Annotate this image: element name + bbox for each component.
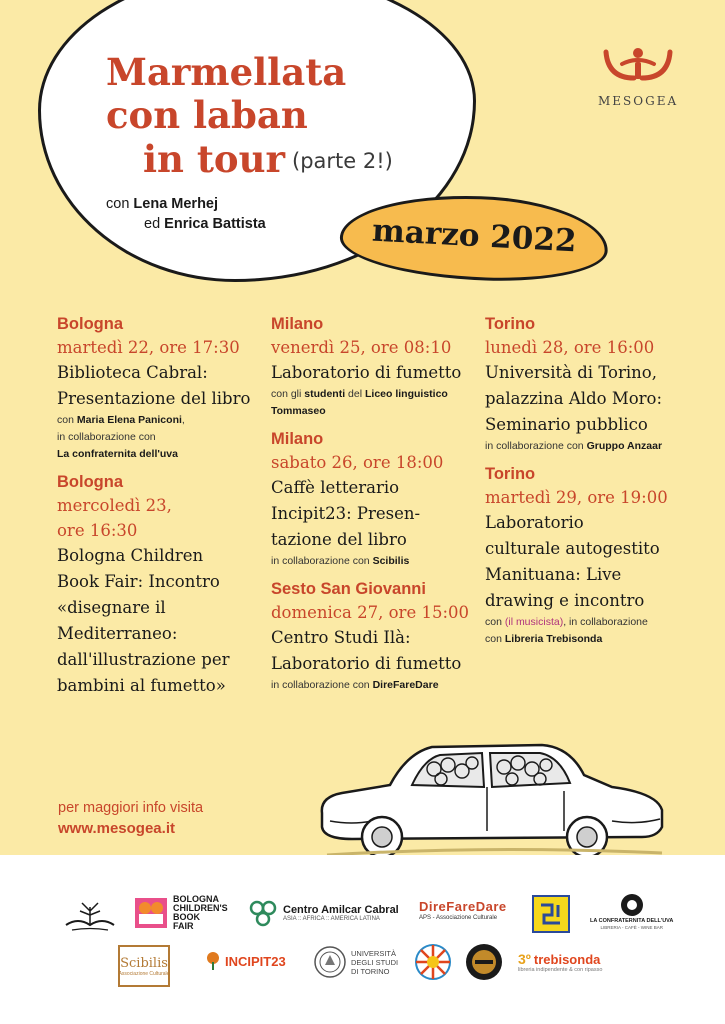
incipit-name: INCIPIT23 <box>225 953 286 969</box>
cabral-sub: ASIA :: AFRICA :: AMERICA LATINA <box>283 916 380 922</box>
event-note: in collaborazione con Scibilis <box>271 555 410 567</box>
title-line-3: in tour <box>143 137 286 181</box>
scibilis-sub: Associazione Culturale <box>118 970 170 977</box>
event-when: venerdì 25, ore 08:10 <box>271 338 452 357</box>
event-city: Bologna <box>57 473 123 491</box>
mesogea-mark-icon <box>598 44 678 88</box>
sponsor-manituana <box>465 943 503 981</box>
sponsor-bcbf <box>133 895 228 931</box>
dfd-name: DireFareDare <box>419 899 507 914</box>
event-what: «disegnare il <box>57 598 166 617</box>
sponsor-confraternita <box>590 893 673 930</box>
sponsor-anzaar <box>532 895 570 933</box>
event-note: con Libreria Trebisonda <box>485 633 603 645</box>
confraternita-icon <box>619 893 645 917</box>
column-bologna <box>57 314 257 699</box>
event-note: con Maria Elena Paniconi, <box>57 414 185 426</box>
event-what: Biblioteca Cabral: <box>57 363 208 382</box>
scibilis-name: Scibilis <box>120 955 168 971</box>
event-note: con gli studenti del Liceo linguistico <box>271 388 448 400</box>
event-city: Sesto San Giovanni <box>271 580 426 598</box>
event-when: sabato 26, ore 18:00 <box>271 453 444 472</box>
bcbf-icon <box>133 896 169 930</box>
credit-line-2: ed Enrica Battista <box>144 216 266 232</box>
sponsor-ila <box>414 943 452 981</box>
event-what: Bologna Children <box>57 546 204 565</box>
date-label: marzo 2022 <box>371 212 578 260</box>
event-when: domenica 27, ore 15:00 <box>271 603 469 622</box>
event-when: mercoledì 23, <box>57 496 172 515</box>
event-what: Presentazione del libro <box>57 389 251 408</box>
event-what: Manituana: Live <box>485 565 622 584</box>
unito-text: DEGLI STUDI <box>351 957 399 967</box>
sponsor-direfaredare <box>419 899 507 921</box>
credit-line-1: con Lena Merhej <box>106 196 219 212</box>
sponsor-kitabat <box>62 897 118 933</box>
event-note: in collaborazione con Gruppo Anzaar <box>485 440 663 452</box>
confraternita-name: LA CONFRATERNITA DELL'UVA <box>590 918 674 924</box>
trebisonda-mark-icon: 3º <box>518 951 531 967</box>
event-what: Laboratorio di fumetto <box>271 363 462 382</box>
event-what: palazzina Aldo Moro: <box>485 389 663 408</box>
event-note: La confraternita dell'uva <box>57 448 178 460</box>
title-line-1: Marmellata <box>106 50 347 94</box>
bcbf-text: BOOK <box>173 912 200 922</box>
confraternita-sub: LIBRERIA - CAFÈ - WINE BAR <box>600 925 663 930</box>
title-line-2: con laban <box>106 93 308 137</box>
event-when: ore 16:30 <box>57 521 138 540</box>
event-what: Caffè letterario <box>271 478 400 497</box>
event-what: Laboratorio <box>485 513 584 532</box>
sponsor-cabral <box>247 897 399 929</box>
unito-seal-icon <box>313 945 347 979</box>
event-what: Laboratorio di fumetto <box>271 654 462 673</box>
website-link[interactable]: www.mesogea.it <box>58 820 175 837</box>
event-note: in collaborazione con DireFareDare <box>271 679 439 691</box>
event-when: lunedì 28, ore 16:00 <box>485 338 655 357</box>
event-note: in collaborazione con <box>57 431 156 443</box>
car-illustration <box>312 735 672 860</box>
event-what: Incipit23: Presen- <box>271 504 421 523</box>
cabral-name: Centro Amilcar Cabral <box>283 904 399 916</box>
bcbf-text: FAIR <box>173 921 194 931</box>
event-what: bambini al fumetto» <box>57 676 226 695</box>
book-tree-icon <box>62 897 118 933</box>
event-city: Bologna <box>57 315 123 333</box>
event-city: Milano <box>271 315 324 333</box>
event-city: Milano <box>271 430 324 448</box>
sponsor-scibilis <box>118 945 170 987</box>
event-note: con (il musicista), in collaborazione <box>485 616 648 628</box>
manituana-icon <box>465 943 503 981</box>
event-city: Torino <box>485 315 536 333</box>
sponsor-unito <box>313 945 398 979</box>
event-what: Università di Torino, <box>485 363 657 382</box>
event-what: drawing e incontro <box>485 591 645 610</box>
anzaar-icon <box>532 895 570 933</box>
ila-wheel-icon <box>414 943 452 981</box>
column-milano <box>271 314 471 694</box>
title-suffix: (parte 2!) <box>292 149 393 173</box>
event-what: dall'illustrazione per <box>57 650 230 669</box>
bcbf-text: CHILDREN'S <box>173 903 228 913</box>
sponsor-trebisonda <box>518 951 602 973</box>
triskelion-icon <box>247 897 279 929</box>
info-label: per maggiori info visita <box>58 800 204 816</box>
event-what: culturale autogestito <box>485 539 660 558</box>
unito-text: DI TORINO <box>351 966 390 976</box>
event-what: Book Fair: Incontro <box>57 572 220 591</box>
mesogea-name: MESOGEA <box>598 94 679 108</box>
bcbf-text: BOLOGNA <box>173 894 219 904</box>
mesogea-logo <box>598 44 678 114</box>
dfd-sub: APS - Associazione Culturale <box>419 915 498 921</box>
tree-icon <box>205 951 221 971</box>
event-what: Seminario pubblico <box>485 415 648 434</box>
trebisonda-sub: libreria indipendente & con ripasso <box>518 967 603 973</box>
event-when: martedì 22, ore 17:30 <box>57 338 240 357</box>
trebisonda-name: trebisonda <box>533 951 601 967</box>
sponsor-footer <box>0 855 725 1024</box>
event-what: tazione del libro <box>271 530 407 549</box>
event-note: Tommaseo <box>271 405 326 417</box>
event-what: Mediterraneo: <box>57 624 178 643</box>
sponsor-incipit <box>205 951 286 971</box>
event-when: martedì 29, ore 19:00 <box>485 488 668 507</box>
event-what: Centro Studi Ilà: <box>271 628 411 647</box>
event-city: Torino <box>485 465 536 483</box>
unito-text: UNIVERSITÀ <box>351 948 397 958</box>
column-torino <box>485 314 685 648</box>
